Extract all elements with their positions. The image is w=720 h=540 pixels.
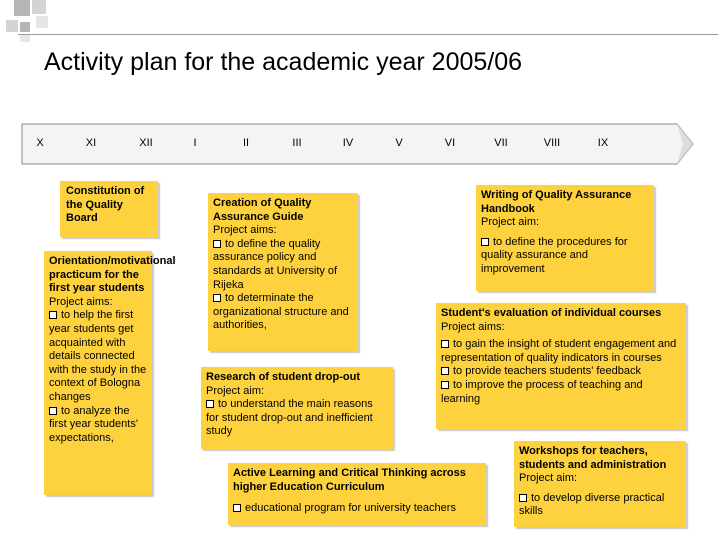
checkbox-bullet-icon	[206, 400, 214, 408]
header-decoration-block	[32, 0, 46, 14]
header-decoration-block	[20, 34, 30, 42]
checkbox-bullet-icon	[481, 238, 489, 246]
checkbox-bullet-icon	[441, 367, 449, 375]
aim-text: educational program for university teachers	[245, 502, 456, 515]
aims-label: Project aim:	[481, 216, 540, 229]
activity-title: Research of student drop-out	[206, 371, 361, 383]
aims-label: Project aims:	[213, 224, 277, 237]
aim-text: to gain the insight of student engagement and representation of quality indicators in courses	[441, 338, 677, 364]
aim-item	[441, 338, 681, 365]
aim-text: to analyze the first year students' expectations,	[49, 404, 138, 444]
aim-item	[213, 238, 353, 292]
aim-item	[49, 405, 147, 446]
aim-text: to help the first year students get acquainted with details connected with the study in the context of Bologna changes	[49, 309, 147, 403]
timeline-month: V	[395, 137, 403, 149]
activity-title: Creation of Quality Assurance Guide	[213, 197, 312, 223]
timeline-month: II	[242, 137, 250, 149]
activity-title: Constitution of the Quality Board	[66, 185, 145, 225]
timeline-month: III	[292, 137, 302, 149]
aims-label: Project aim:	[519, 472, 578, 485]
aim-text: to understand the main reasons for student drop-out and inefficient study	[206, 398, 373, 438]
timeline-month: X	[36, 137, 44, 149]
header-rule	[18, 34, 718, 35]
aim-text: to define the quality assurance policy and standards at University of Rijeka	[213, 237, 338, 291]
timeline-month: XII	[139, 137, 153, 149]
checkbox-bullet-icon	[519, 494, 527, 502]
aim-item	[206, 398, 388, 439]
aim-item	[441, 365, 681, 379]
checkbox-bullet-icon	[233, 504, 241, 512]
aim-text: to provide teachers students' feedback	[453, 365, 641, 378]
activity-handbook	[476, 185, 654, 291]
aim-text: to improve the process of teaching and learning	[441, 378, 643, 405]
timeline-month: VI	[444, 137, 456, 149]
timeline-month: I	[193, 137, 197, 149]
aim-text: to develop diverse practical skills	[519, 491, 665, 518]
checkbox-bullet-icon	[49, 311, 57, 319]
aim-item	[481, 236, 649, 277]
page-title: Activity plan for the academic year 2005/06	[44, 48, 523, 76]
header-decoration-block	[36, 16, 48, 28]
timeline-month: VIII	[543, 137, 561, 149]
timeline-month: IX	[597, 137, 609, 149]
activity-orientation	[44, 251, 176, 495]
header-decoration-block	[20, 22, 30, 32]
activity-title: Writing of Quality Assurance Handbook	[481, 189, 632, 215]
aim-item	[213, 292, 353, 333]
checkbox-bullet-icon	[49, 407, 57, 415]
activity-quality-guide	[208, 193, 358, 351]
timeline-month: IV	[342, 137, 354, 149]
activity-constitution	[60, 181, 158, 237]
checkbox-bullet-icon	[213, 240, 221, 248]
aims-label: Project aims:	[49, 295, 113, 308]
aim-item	[49, 309, 147, 404]
activity-workshops	[514, 441, 686, 527]
checkbox-bullet-icon	[441, 340, 449, 348]
checkbox-bullet-icon	[441, 381, 449, 389]
aim-text: to define the procedures for quality assurance and improvement	[481, 235, 628, 275]
aim-item	[233, 502, 481, 516]
aim-text: to determinate the organizational structure and authorities,	[213, 292, 349, 332]
activity-title: Workshops for teachers, students and administration	[519, 445, 667, 471]
activity-title: Active Learning and Critical Thinking across higher Education Curriculum	[233, 467, 466, 493]
header-decoration-block	[6, 20, 18, 32]
aims-label: Project aims:	[441, 320, 505, 333]
activity-title: Orientation/motivational practicum for the first year students	[49, 255, 176, 295]
activity-evaluation	[436, 303, 686, 429]
checkbox-bullet-icon	[213, 294, 221, 302]
timeline-month: XI	[85, 137, 97, 149]
header-decoration-block	[14, 0, 30, 16]
aims-label: Project aim:	[206, 384, 265, 397]
activity-title: Student's evaluation of individual courses	[441, 307, 662, 319]
aim-item	[441, 379, 681, 406]
activity-dropout	[201, 367, 393, 449]
activity-active-learning	[228, 463, 486, 525]
timeline-month: VII	[494, 137, 508, 149]
aim-item	[519, 492, 681, 519]
